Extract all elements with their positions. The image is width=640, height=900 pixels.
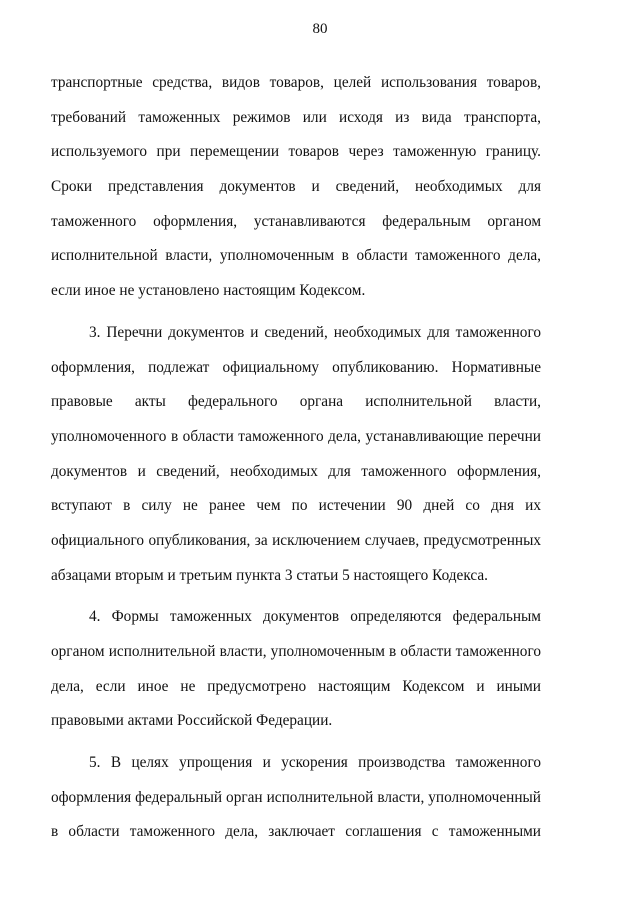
text-line: правовые акты федерального органа исполнительной власти, — [51, 393, 541, 411]
text-line: абзацами вторым и третьим пункта 3 статьи 5 настоящего Кодекса. — [51, 566, 488, 584]
text-line: официального опубликования, за исключением случаев, предусмотренных — [51, 531, 541, 549]
text-line: таможенного оформления, устанавливаются федеральным органом — [51, 212, 541, 230]
text-line: документов и сведений, необходимых для таможенного оформления, — [51, 462, 541, 480]
text-line: оформления, подлежат официальному опубликованию. Нормативные — [51, 358, 541, 376]
paragraph-item-4 — [51, 600, 541, 739]
text-line: если иное не установлено настоящим Кодексом. — [51, 282, 366, 300]
paragraph-continuation — [51, 66, 541, 309]
text-line: оформления федеральный орган исполнительной власти, уполномоченный — [51, 788, 541, 806]
text-line: уполномоченного в области таможенного дела, устанавливающие перечни — [51, 427, 541, 445]
text-line: в области таможенного дела, заключает соглашения с таможенными — [51, 823, 541, 841]
document-body — [51, 66, 541, 850]
text-line: требований таможенных режимов или исходя из вида транспорта, — [51, 108, 541, 126]
text-line: органом исполнительной власти, уполномоченным в области таможенного — [51, 643, 541, 660]
text-line: транспортные средства, видов товаров, целей использования товаров, — [51, 74, 541, 91]
text-line: 4. Формы таможенных документов определяются федеральным — [89, 608, 541, 626]
text-line: используемого при перемещении товаров через таможенную границу. — [51, 143, 541, 161]
paragraph-item-3 — [51, 316, 541, 594]
text-line: дела, если иное не предусмотрено настоящим Кодексом и иными — [51, 677, 541, 695]
text-line: 3. Перечни документов и сведений, необходимых для таможенного — [89, 323, 541, 341]
page-number: 80 — [312, 21, 328, 37]
text-line: Сроки представления документов и сведений, необходимых для — [51, 178, 541, 196]
text-line: 5. В целях упрощения и ускорения производства таможенного — [89, 754, 541, 772]
text-line: вступают в силу не ранее чем по истечении 90 дней со дня их — [51, 497, 541, 515]
paragraph-item-5 — [51, 746, 541, 850]
text-line: правовыми актами Российской Федерации. — [51, 712, 333, 730]
text-line: исполнительной власти, уполномоченным в области таможенного дела, — [51, 247, 541, 265]
